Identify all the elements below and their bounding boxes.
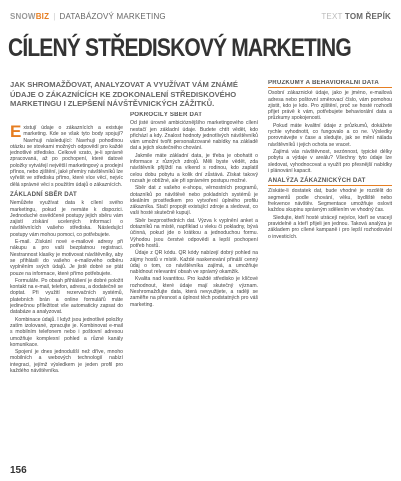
paragraph-analysis-1: Získáte-li dostatek dat, bude vhodné je rozdělit do segmentů podle chování, věku, bydliště nebo frekvence návštěv. Segmentace umožňuje oslovit každou skupinu správným sdělením ve vhodný čas. xyxy=(268,188,392,214)
author-name: TOM ŘEPÍK xyxy=(344,12,391,21)
paragraph-behavior-3: Zajímá vás návštěvnost, sezónnost, typické délky pobytu a výdaje v areálu? Všechny tyto údaje lze sledovat, vyhodnocovat a využít pro přesnější nabídky i plánování kapacit. xyxy=(268,148,392,174)
paragraph-analysis-2: Sledujte, kteří hosté utrácejí nejvíce, kteří se vracejí pravidelně a kteří přijeli jen jednou. Taková analýza je základem pro cílené kampaně i pro lepší rozhodování o investicích. xyxy=(268,214,392,240)
paragraph-advanced-4: Sběr bezprostředních dat. Výzva k vyplnění anket a dotazníků na místě, například u vleku či pokladny, bývá účinná, pokud jde o krátkou a jednoduchou formu. Výhodou jsou čerstvé odpovědi a lepší pochopení potřeb hostů. xyxy=(130,217,258,249)
column-3 xyxy=(268,80,392,480)
header-left xyxy=(10,12,166,21)
paragraph-advanced-2: Jakmile máte základní data, je třeba je obohatit o informace z různých zdrojů. Měli byste vědět, zda návštěvník přijíždí na víkend s rodinou, kdo zaplatil celou dobu pobytu a kolik dní zůstává. Získat takový rozsah je obtížné, ale při správném postupu možné. xyxy=(130,152,258,184)
paragraph-advanced-3: Sběr dat z vašeho e-shopu, věrnostních programů, dotazníků po návštěvě nebo pokladních systémů je ideálním prostředkem pro vytvoření úplného profilu zákazníka. Stačí propojit existující zdroje a sledovat, co vaši hosté skutečně kupují. xyxy=(130,185,258,217)
author-label: TEXT xyxy=(321,12,343,21)
paragraph-advanced-6: Kvalita nad kvantitou. Pro každé středisko je klíčové rozhodnout, které údaje mají skutečný význam. Neshromažďujte data, která nevyužijete, a raději se zaměřte na přesnost a úplnost těch podstatných pro váš marketing. xyxy=(130,276,258,308)
intro-paragraph xyxy=(10,125,123,188)
column-2 xyxy=(130,112,258,480)
paragraph-tech: Spojení je dnes jednodušší než dříve, mnoho mobilních a webových technologií nabízí integraci, jejímž výsledkem je jeden profil pro každého návštěvníka. xyxy=(10,349,123,374)
intro-text: xistují údaje o zákaznících a existuje marketing. Kde se však tyto body spojují? Navrhuji následující: xyxy=(23,125,123,144)
paragraph-behavior-1: Osobní zákaznické údaje, jako je jméno, e-mailová adresa nebo poštovní směrovací číslo, vám pomohou zjistit, kdo je kdo. Pro zjištění, proč se hosté rozhodli přijet právě k vám, potřebujete behaviorální data a průzkumy spokojenosti. xyxy=(268,90,392,122)
subheading-behavior: PRŮZKUMY A BEHAVIORÁLNÍ DATA xyxy=(268,80,392,88)
header-divider: | xyxy=(53,12,56,21)
paragraph-email: E-mail. Získání nové e-mailové adresy při nákupu a pro vaši bezplatnou registraci. Nestrannost klasiky je motivovat návštěvníky, aby se přihlásili do vašeho e-mailového odběru vyplněním svých údajů. Je jistě dobré se ptát pouze na informace, které přímo potřebujete. xyxy=(10,239,123,277)
paragraph-basics: Nemůžete využívat data k cílení svého marketingu, pokud je nemáte k dispozici. Jednoduché osvědčené postupy jejich sběru vám zajistí získání ucelených informací o návštěvnících vašeho střediska. Následující postupy vám mohou pomoci, co potřebujete. xyxy=(10,200,123,238)
paragraph-advanced-1: Od jisté úrovně ambicióznějšího marketingového cílení nestačí jen základní údaje. Budete chtít vědět, kdo přichází a kdy. Znalost hodnoty jednotlivých návštěvníků vám umožní tvořit personalizované nabídky na základě dat a jejich skutečného chování. xyxy=(130,120,258,152)
header-right xyxy=(321,12,391,21)
intro-text-rest: Navrhuji pohodlnou otázku se stovkami možných odpovědí pro každé jednotlivé středisko. Celkově vzato, je-li správně zpracovaná, až po pochopení, které datové položky vytvářejí největší marketingový a prodejní přínos, nebo zjištění, jaké přemíry návštěvníků lze vyřešit ve středisku přímo, které více věcí, nejvíc dělá správné věci s použitím údajů o zákaznících. xyxy=(10,137,123,188)
article-headline: CÍLENÝ STŘEDISKOVÝ MARKETING xyxy=(8,34,351,62)
page-number: 156 xyxy=(10,465,27,476)
section-title: DATABÁZOVÝ MARKETING xyxy=(59,12,166,21)
subheading-analysis: ANALÝZA ZÁKAZNICKÝCH DAT xyxy=(268,178,392,186)
subheading-advanced: POKROČILÝ SBĚR DAT xyxy=(130,112,203,118)
paragraph-advanced-5: Údaje z QR kódu. QR kódy nabízejí dobrý pohled na zájmy hostů v místě. Každé naskenování přináší cenný údaj o tom, co návštěvníka zajímá, a umožňuje nabídnout relevantní obsah ve správný okamžik. xyxy=(130,250,258,276)
column-1 xyxy=(10,125,123,481)
subheading-basics: ZÁKLADNÍ SBĚR DAT xyxy=(10,190,77,198)
paragraph-forms: Formuláře. Po obsah přihlášení je dobré položit kontakt na e-mail, telefon, adresu, a dodatečně se doptat. Při využití rezervačních systémů, platebních brán a online formulářů máte jedinečnou příležitost vše automaticky zapsat do databáze a analyzovat. xyxy=(10,277,123,316)
brand-logo-biz: BIZ xyxy=(35,12,50,21)
brand-logo-snow: SNOW xyxy=(10,12,36,21)
paragraph-behavior-2: Pokud máte kvalitní údaje z průzkumů, dokážete rychle vyhodnotit, co fungovalo a co ne. Výsledky porovnávejte v čase a sledujte, jak se mění nálada návštěvníků i jejich ochota se vracet. xyxy=(268,122,392,148)
page-header xyxy=(10,12,391,26)
article-lead: JAK SHROMAŽĎOVAT, ANALYZOVAT A VYUŽÍVAT VÁM ZNÁMÉ ÚDAJE O ZÁKAZNÍCÍCH KE ZDOKONALENÍ STŘEDISKOVÉHO MARKETINGU I ZLEPŠENÍ NÁVŠTĚVNICKÝCH ZÁŽITKŮ. xyxy=(10,80,238,109)
paragraph-combine: Kombinace údajů. I když jsou jednotlivé položky zatím izolované, zpracujte je. Kombinovat e-mail s mobilním telefonem nebo i poštovní adresou umožňuje komplexní pohled a různé kanály komunikace. xyxy=(10,316,123,348)
drop-cap: E xyxy=(10,125,22,141)
